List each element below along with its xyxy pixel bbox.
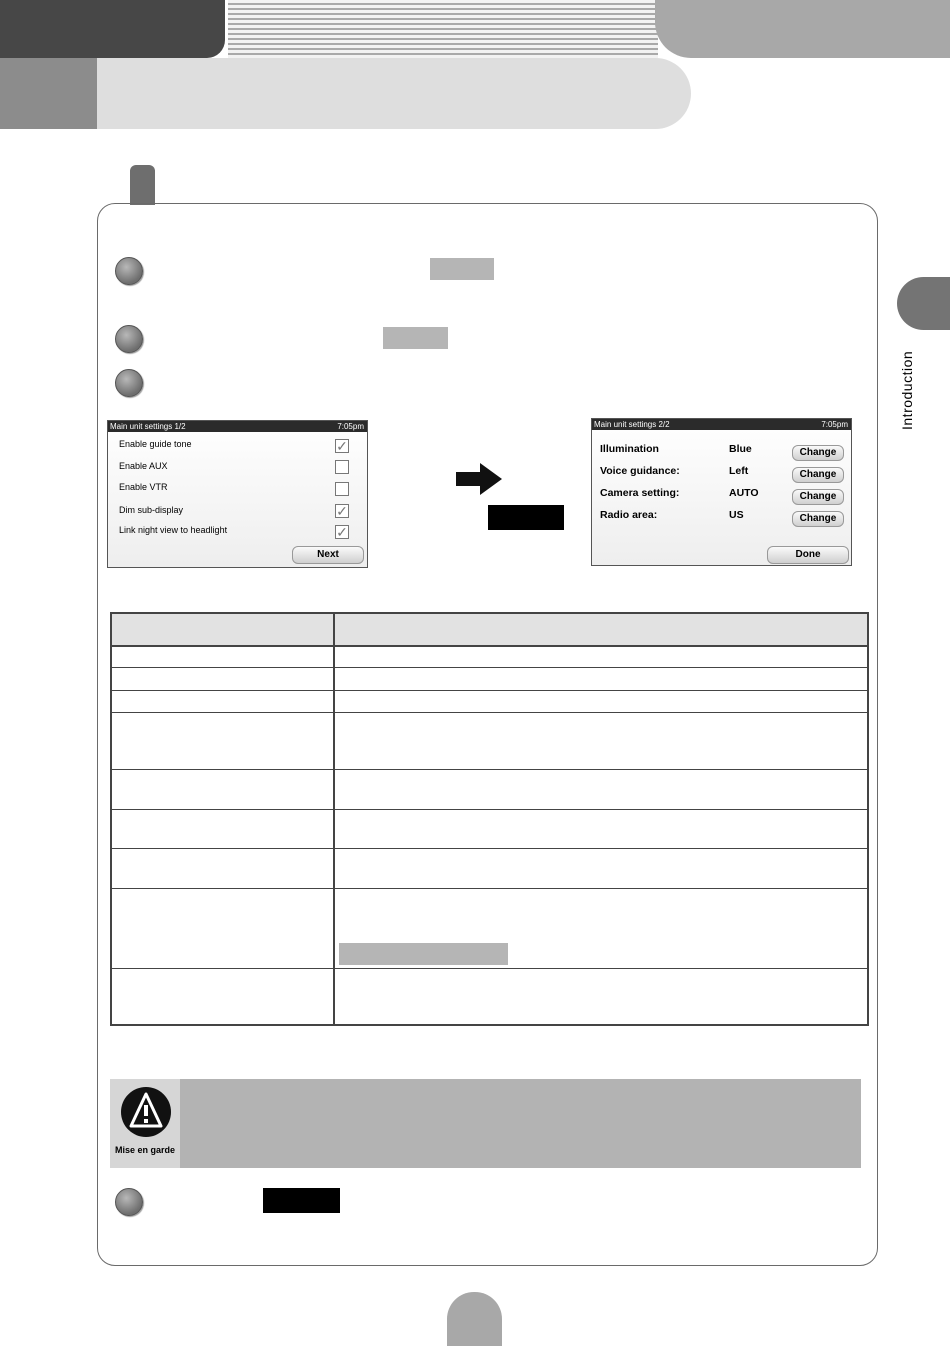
step-1-marker xyxy=(115,257,143,285)
settings-table xyxy=(110,612,869,1026)
change-button[interactable]: Change xyxy=(792,489,844,505)
setting-value: Left xyxy=(729,465,749,477)
setting-label: Voice guidance: xyxy=(600,465,680,477)
setting-checkbox[interactable] xyxy=(335,482,349,496)
table-rule xyxy=(110,888,869,889)
screen-2-titlebar xyxy=(592,419,851,430)
change-button[interactable]: Change xyxy=(792,445,844,461)
setting-label: Illumination xyxy=(600,443,659,455)
screen-2-time: 7:05pm xyxy=(821,420,848,429)
setting-checkbox[interactable]: ✓ xyxy=(336,438,348,454)
header-dark-block xyxy=(0,0,225,58)
title-band-marker xyxy=(0,58,97,129)
setting-label: Enable AUX xyxy=(119,461,168,471)
table-key xyxy=(339,943,508,965)
change-button[interactable]: Change xyxy=(792,467,844,483)
section-tab xyxy=(130,165,155,205)
setting-label: Dim sub-display xyxy=(119,505,184,515)
arrow-right-icon xyxy=(456,463,502,495)
table-rule xyxy=(110,769,869,770)
warning-icon xyxy=(120,1085,172,1141)
screen-2-title: Main unit settings 2/2 xyxy=(594,420,670,429)
screen-1-titlebar xyxy=(108,421,367,432)
next-key xyxy=(488,505,564,530)
header-stripes xyxy=(228,0,658,58)
page-number-tab xyxy=(447,1292,502,1346)
setting-value: AUTO xyxy=(729,487,759,499)
next-button[interactable]: Next xyxy=(292,546,364,564)
setting-label: Enable VTR xyxy=(119,482,168,492)
setting-value: US xyxy=(729,509,744,521)
table-rule xyxy=(110,712,869,713)
table-rule xyxy=(110,612,869,614)
setting-label: Radio area: xyxy=(600,509,658,521)
table-rule xyxy=(333,612,335,1026)
step-4-key xyxy=(263,1188,340,1213)
chapter-label: Introduction xyxy=(899,350,915,430)
setting-label: Camera setting: xyxy=(600,487,680,499)
table-rule xyxy=(110,968,869,969)
caution-label: Mise en garde xyxy=(114,1145,176,1155)
setting-label: Enable guide tone xyxy=(119,439,192,449)
table-rule xyxy=(110,667,869,668)
table-rule xyxy=(110,645,869,647)
done-button[interactable]: Done xyxy=(767,546,849,564)
settings-screen-1 xyxy=(107,420,368,568)
step-3-marker xyxy=(115,369,143,397)
change-button[interactable]: Change xyxy=(792,511,844,527)
screen-1-time: 7:05pm xyxy=(337,422,364,431)
table-rule xyxy=(110,1024,869,1026)
screen-1-title: Main unit settings 1/2 xyxy=(110,422,186,431)
table-header xyxy=(110,612,869,645)
setting-checkbox[interactable] xyxy=(335,460,349,474)
table-rule xyxy=(110,690,869,691)
step-2-key xyxy=(383,327,448,349)
header-grey-block xyxy=(655,0,950,58)
table-rule xyxy=(110,848,869,849)
step-1-key xyxy=(430,258,494,280)
setting-checkbox[interactable]: ✓ xyxy=(336,503,348,519)
caution-box xyxy=(110,1079,861,1168)
chapter-tab xyxy=(897,277,950,330)
table-rule xyxy=(110,612,112,1026)
setting-value: Blue xyxy=(729,443,752,455)
step-2-marker xyxy=(115,325,143,353)
step-4-marker xyxy=(115,1188,143,1216)
settings-screen-2 xyxy=(591,418,852,566)
title-band xyxy=(97,58,691,129)
table-rule xyxy=(110,809,869,810)
setting-label: Link night view to headlight xyxy=(119,525,228,535)
setting-checkbox[interactable]: ✓ xyxy=(336,524,348,540)
table-rule xyxy=(867,612,869,1026)
